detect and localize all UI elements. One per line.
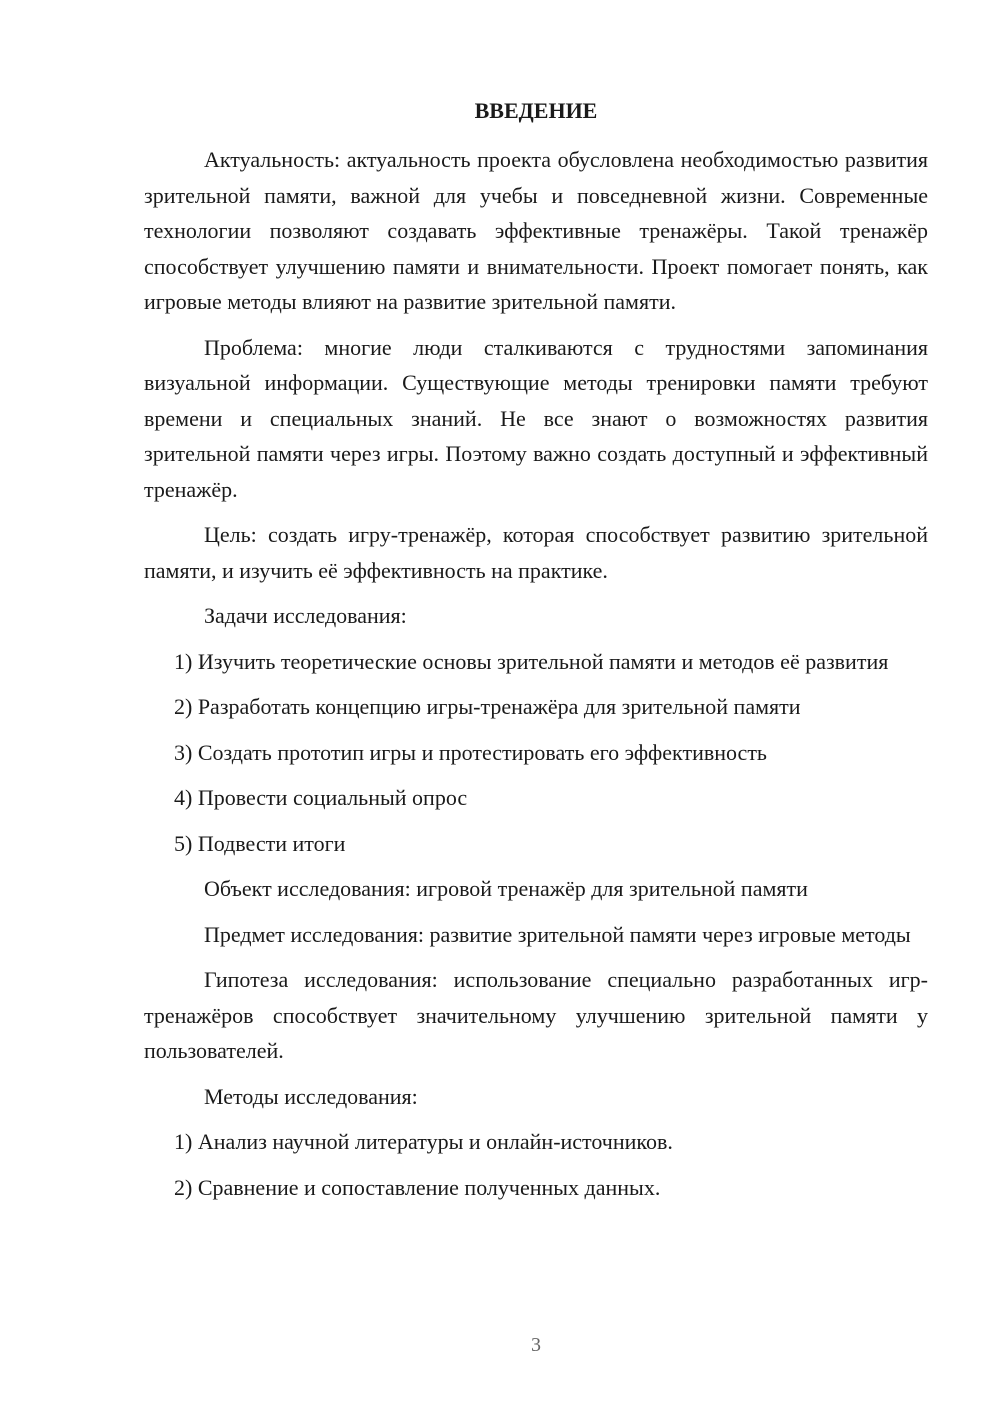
paragraph-relevance: Актуальность: актуальность проекта обусловлена необходимостью развития зрительной памяти, важной для учебы и повседневной жизни. Современные технологии позволяют создавать эффективные тренажёры. Такой тренажёр способствует улучшению памяти и внимательности. Проект помогает понять, как игровые методы влияют на развитие зрительной памяти.	[144, 147, 928, 314]
paragraph-subject: Предмет исследования: развитие зрительной памяти через игровые методы	[204, 921, 911, 947]
task-item: 4) Провести социальный опрос	[174, 785, 468, 810]
tasks-heading: Задачи исследования:	[204, 603, 407, 628]
method-item: 2) Сравнение и сопоставление полученных данных.	[174, 1174, 661, 1200]
paragraph-goal: Цель: создать игру-тренажёр, которая способствует развитию зрительной памяти, и изучить её эффективность на практике.	[144, 522, 928, 583]
page-number: 3	[531, 1334, 541, 1356]
task-item: 1) Изучить теоретические основы зрительной памяти и методов её развития	[174, 648, 889, 674]
paragraph-problem: Проблема: многие люди сталкиваются с трудностями запоминания визуальной информации. Существующие методы тренировки памяти требуют времени и специальных знаний. Не все знают о возможностях развития зрительной памяти через игры. Поэтому важно создать доступный и эффективный тренажёр.	[144, 334, 928, 502]
paragraph-hypothesis: Гипотеза исследования: использование специально разработанных игр-тренажёров способствует значительному улучшению зрительной памяти у пользователей.	[144, 967, 928, 1063]
methods-heading: Методы исследования:	[204, 1083, 418, 1109]
method-item: 1) Анализ научной литературы и онлайн-источников.	[174, 1129, 673, 1154]
task-item: 3) Создать прототип игры и протестировать его эффективность	[174, 739, 767, 765]
task-item: 2) Разработать концепцию игры-тренажёра для зрительной памяти	[174, 694, 801, 719]
paragraph-object: Объект исследования: игровой тренажёр для зрительной памяти	[204, 876, 808, 901]
section-title: ВВЕДЕНИЕ	[474, 98, 598, 123]
body-text	[144, 142, 928, 1215]
task-item: 5) Подвести итоги	[174, 830, 346, 856]
